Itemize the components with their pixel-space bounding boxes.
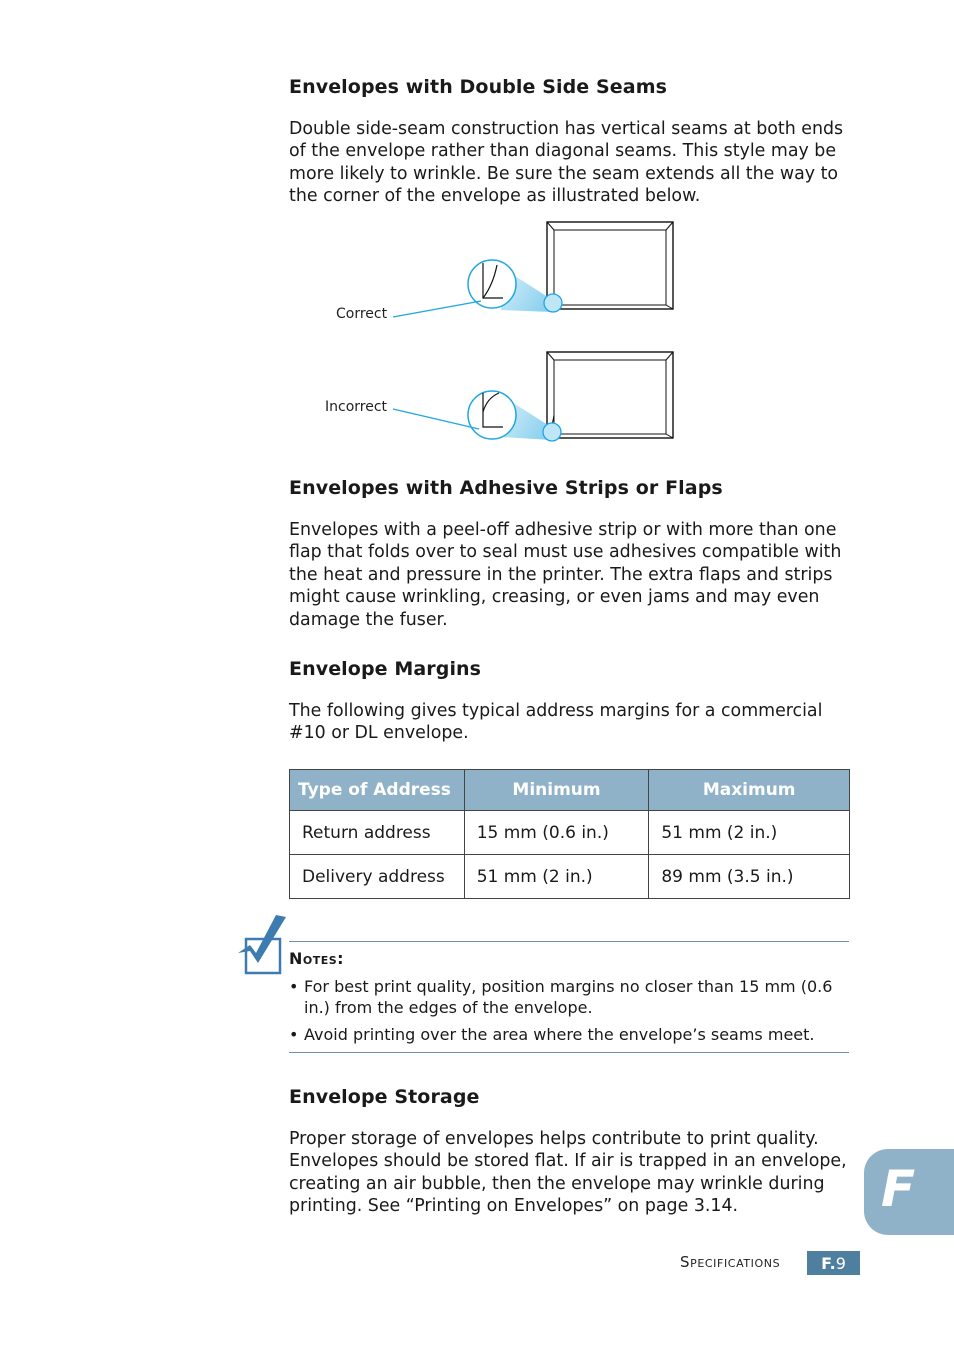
note-checkmark-icon xyxy=(236,913,288,977)
notes-title: Notes: xyxy=(289,949,345,968)
table-row xyxy=(290,811,850,855)
chapter-tab-letter: F xyxy=(881,1160,916,1218)
body-adhesive: Envelopes with a peel-off adhesive strip or with more than one flap that folds over to seal must use adhesives compatible with the heat and pressure in the printer. The extra flaps and strips might cause wrinkling, creasing, or even jams and may even damage the fuser. xyxy=(289,520,842,630)
body-margins: The following gives typical address margins for a commercial #10 or DL envelope. xyxy=(289,701,823,744)
address-margins-table xyxy=(289,769,850,899)
section-margins xyxy=(289,658,849,680)
heading-double-seams: Envelopes with Double Side Seams xyxy=(289,76,668,98)
section-double-seams xyxy=(289,76,849,98)
margins-body-wrap xyxy=(289,700,849,745)
table-header-row xyxy=(290,770,850,811)
incorrect-envelope xyxy=(393,352,673,441)
correct-envelope xyxy=(393,222,673,317)
footer-section-label: Specifications xyxy=(680,1253,781,1271)
table-cell: Return address xyxy=(290,811,465,855)
note-item xyxy=(289,976,849,1018)
page-number: 9 xyxy=(835,1253,846,1273)
table-cell: 89 mm (3.5 in.) xyxy=(649,855,850,899)
body-double-seams: Double side-seam construction has vertical seams at both ends of the envelope rather than diagonal seams. This style may be more likely to wrinkle. Be sure the seam extends all the way to the corner of the envelope as illustrated below. xyxy=(289,119,844,207)
table-header-cell: Minimum xyxy=(464,770,649,811)
heading-storage: Envelope Storage xyxy=(289,1086,480,1108)
envelope-seam-illustration xyxy=(289,215,849,450)
note-text: For best print quality, position margins no closer than 15 mm (0.6 in.) from the edges of the envelope. xyxy=(304,977,833,1017)
section-adhesive xyxy=(289,477,849,499)
heading-adhesive: Envelopes with Adhesive Strips or Flaps xyxy=(289,477,723,499)
table-cell: 51 mm (2 in.) xyxy=(464,855,649,899)
table-cell: 15 mm (0.6 in.) xyxy=(464,811,649,855)
page-prefix: F. xyxy=(821,1253,836,1273)
table-header-cell: Type of Address xyxy=(290,770,465,811)
incorrect-label: Incorrect xyxy=(325,399,388,415)
note-item xyxy=(289,1024,849,1045)
double-seams-body-wrap xyxy=(289,118,849,208)
bullet-icon: • xyxy=(289,1025,299,1044)
table-row xyxy=(290,855,850,899)
table-cell: 51 mm (2 in.) xyxy=(649,811,850,855)
table-header-cell: Maximum xyxy=(649,770,850,811)
table-cell: Delivery address xyxy=(290,855,465,899)
adhesive-body-wrap xyxy=(289,519,849,631)
section-storage xyxy=(289,1086,849,1108)
notes-box xyxy=(289,941,849,1053)
note-text: Avoid printing over the area where the envelope’s seams meet. xyxy=(304,1025,815,1044)
heading-margins: Envelope Margins xyxy=(289,658,482,680)
body-storage: Proper storage of envelopes helps contribute to print quality. Envelopes should be stored flat. If air is trapped in an envelope, creating an air bubble, then the envelope may wrinkle during printing. See “Printing on Envelopes” on page 3.14. xyxy=(289,1129,847,1217)
bullet-icon: • xyxy=(289,977,299,996)
page-number-badge xyxy=(807,1251,860,1275)
correct-label: Correct xyxy=(336,306,388,322)
storage-body-wrap xyxy=(289,1128,849,1218)
